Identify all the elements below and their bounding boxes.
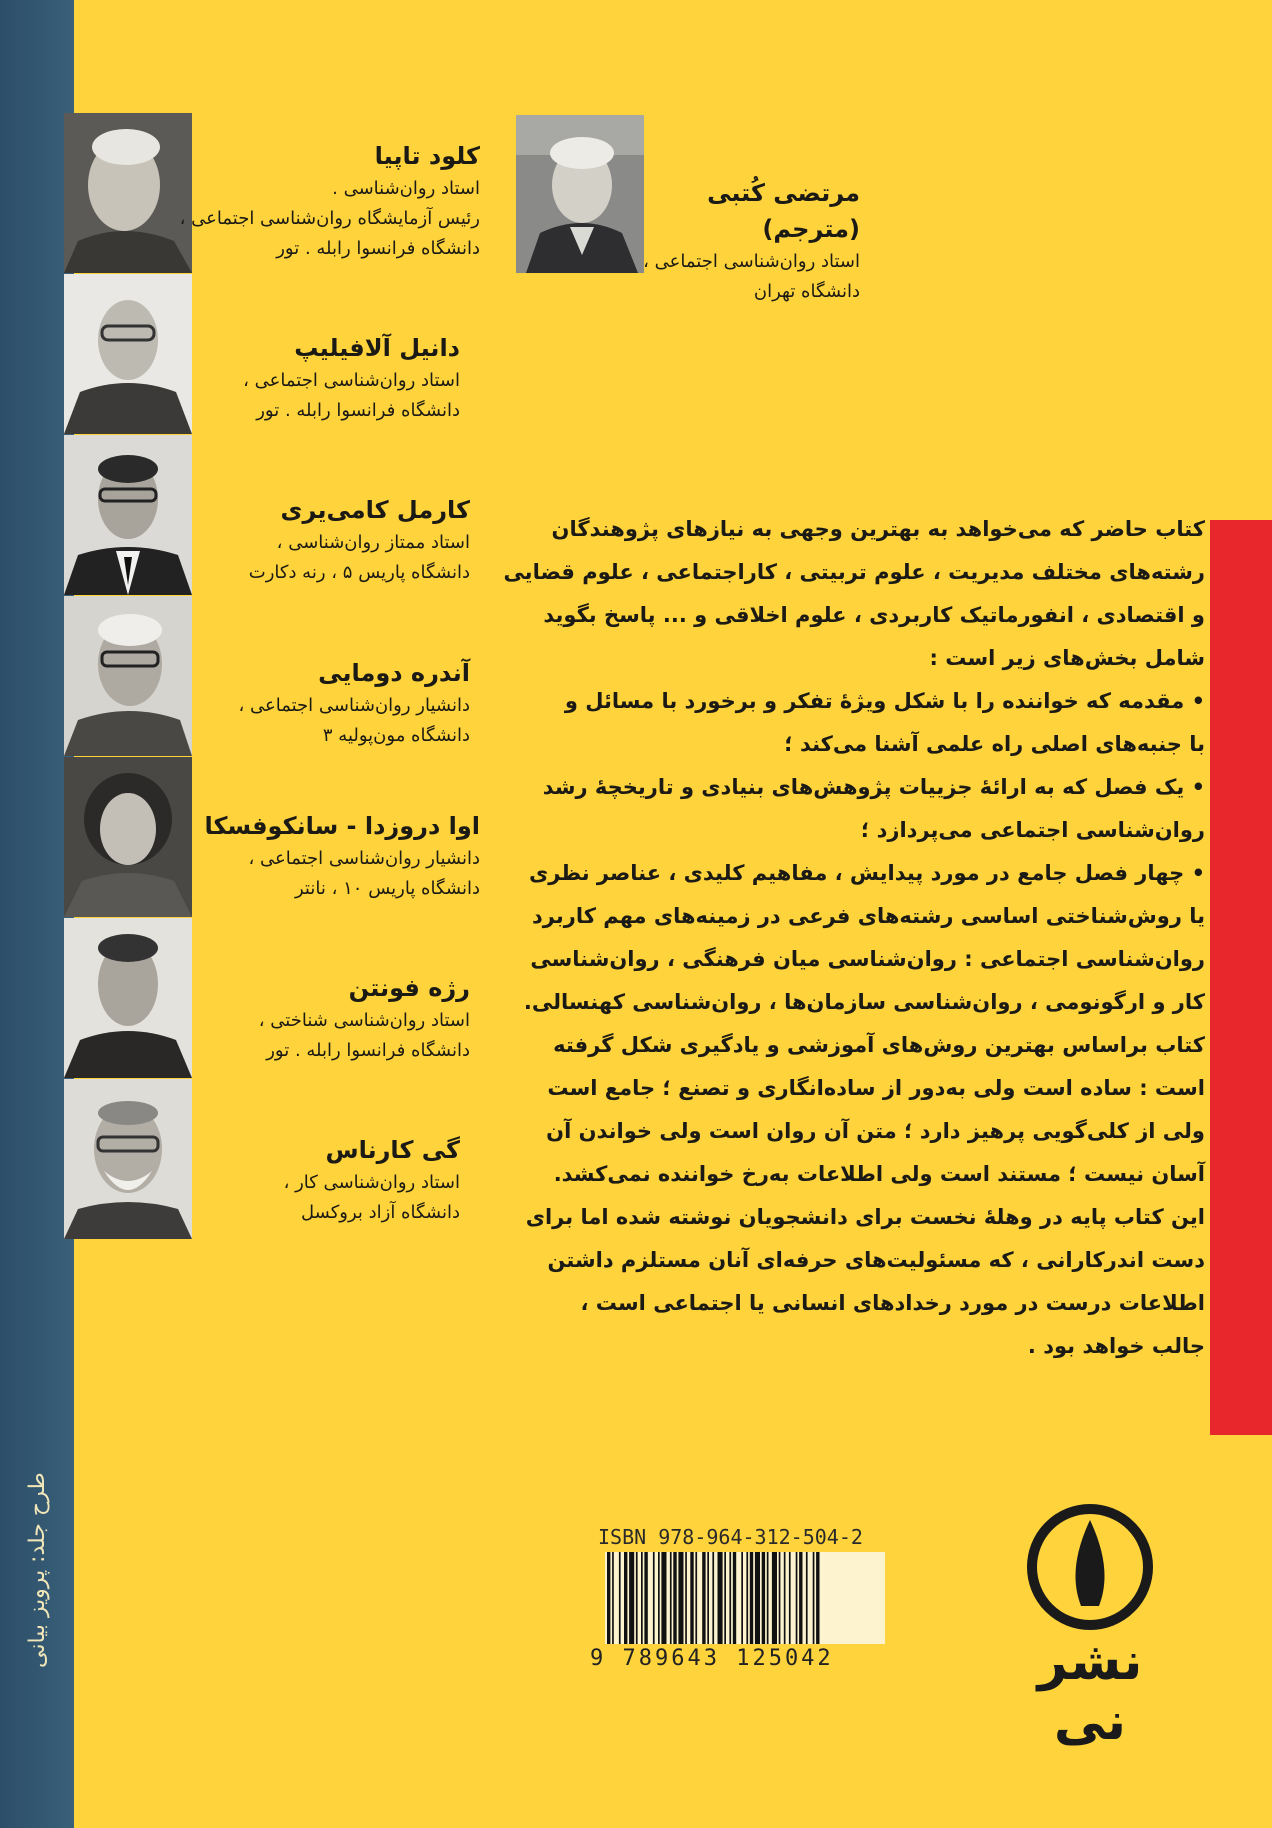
barcode-bar — [607, 1552, 610, 1644]
publisher-name: نشر نی — [1037, 1632, 1143, 1752]
barcode-bar — [718, 1552, 723, 1644]
description-line: • مقدمه که خواننده را با شکل ویژهٔ تفکر و برخورد با مسائل و — [564, 689, 1205, 713]
barcode-bar — [784, 1552, 786, 1644]
barcode-bar — [619, 1552, 621, 1644]
barcode-bar — [767, 1552, 769, 1644]
spine — [0, 0, 74, 1828]
author-line: استاد روان‌شناسی . — [332, 178, 480, 199]
translator-caption — [643, 175, 860, 307]
author-line: دانشگاه مون‌پولیه ۳ — [322, 725, 470, 746]
author-line: دانشگاه آزاد بروکسل — [301, 1202, 460, 1223]
description-line: دست اندرکارانی ، که مسئولیت‌های حرفه‌ای آنان مستلزم داشتن — [547, 1248, 1205, 1272]
barcode-bar — [707, 1552, 709, 1644]
author-caption — [200, 1132, 460, 1228]
author-caption — [200, 655, 470, 751]
author-photo — [64, 274, 192, 434]
barcode-bar — [755, 1552, 760, 1644]
barcode-bar — [741, 1552, 743, 1644]
barcode-bar — [702, 1552, 705, 1644]
description-line: روان‌شناسی اجتماعی می‌پردازد ؛ — [860, 818, 1205, 842]
barcode-bar — [644, 1552, 647, 1644]
description-line: ولی از کلی‌گویی پرهیز دارد ؛ متن آن روان است ولی خواندن آن — [546, 1119, 1205, 1143]
spine-credit: طرح جلد: پرویز بیانی — [25, 1472, 50, 1668]
description-line: شامل بخش‌های زیر است : — [929, 646, 1205, 670]
author-photo — [64, 435, 192, 595]
description-line: • چهار فصل جامع در مورد پیدایش ، مفاهیم کلیدی ، عناصر نظری — [528, 861, 1205, 885]
author-name: اوا دروزدا - سانکوفسکا — [204, 812, 480, 840]
description-line: کتاب براساس بهترین روش‌های آموزشی و یادگیری شکل گرفته — [553, 1033, 1205, 1057]
barcode-bar — [690, 1552, 693, 1644]
author-line: استاد ممتاز روان‌شناسی ، — [276, 532, 470, 553]
description-line: آسان نیست ؛ مستند است ولی اطلاعات به‌رخ خواننده نمی‌کشد. — [553, 1162, 1205, 1186]
translator-line: استاد روان‌شناسی اجتماعی ، — [643, 251, 860, 272]
author-name: گی کارناس — [325, 1136, 460, 1164]
author-name: کارمل کامی‌یری — [280, 496, 470, 524]
barcode-bar — [733, 1552, 736, 1644]
barcode-bar — [695, 1552, 697, 1644]
barcode-bar — [612, 1552, 614, 1644]
barcode-bar — [806, 1552, 808, 1644]
author-photo — [64, 113, 192, 273]
barcode-bar — [813, 1552, 815, 1644]
author-photo — [64, 757, 192, 917]
barcode-bar — [670, 1552, 672, 1644]
isbn-label: ISBN 978-964-312-504-2 — [598, 1525, 863, 1549]
author-line: دانشگاه پاریس ۱۰ ، نانتر — [295, 878, 480, 899]
author-photo — [64, 596, 192, 756]
barcode-bar — [661, 1552, 666, 1644]
description-line: رشته‌های مختلف مدیریت ، علوم تربیتی ، کاراجتماعی ، علوم قضایی — [503, 560, 1205, 584]
author-name: کلود تاپیا — [374, 142, 480, 170]
author-line: استاد روان‌شناسی کار ، — [283, 1172, 460, 1193]
barcode-bar — [624, 1552, 627, 1644]
description-line: این کتاب پایه در وهلهٔ نخست برای دانشجویان نوشته شده اما برای — [525, 1205, 1205, 1229]
barcode-bar — [789, 1552, 791, 1644]
author-photo — [64, 918, 192, 1078]
barcode-bar — [746, 1552, 748, 1644]
description-line: با جنبه‌های اصلی راه علمی آشنا می‌کند ؛ — [784, 732, 1205, 756]
publisher-logo-icon — [1025, 1502, 1155, 1632]
description-line: اطلاعات درست در مورد رخدادهای انسانی یا اجتماعی است ، — [580, 1291, 1205, 1315]
author-photo — [64, 1079, 192, 1239]
barcode-bar — [658, 1552, 660, 1644]
author-caption — [200, 330, 460, 426]
isbn-digits: 9 789643 125042 — [590, 1646, 834, 1671]
author-caption — [200, 970, 470, 1066]
author-name: دانیل آلافیلیپ — [294, 334, 460, 362]
description-line: روان‌شناسی اجتماعی : روان‌شناسی میان فرهنگی ، روان‌شناسی — [530, 947, 1205, 971]
barcode-bar — [799, 1552, 802, 1644]
barcode-bar — [636, 1552, 638, 1644]
translator-photo — [516, 115, 644, 273]
barcode-bar — [762, 1552, 765, 1644]
barcode-bar — [779, 1552, 781, 1644]
author-line: دانشگاه فرانسوا رابله . تور — [276, 238, 480, 259]
description-line: یا روش‌شناختی اساسی رشته‌های فرعی در زمینه‌های مهم کاربرد — [532, 904, 1205, 928]
author-line: رئیس آزمایشگاه روان‌شناسی اجتماعی ، — [179, 208, 480, 229]
author-caption — [200, 492, 470, 588]
author-caption — [179, 138, 480, 264]
description-line: و اقتصادی ، انفورماتیک کاربردی ، علوم اخلاقی و ... پاسخ بگوید — [543, 603, 1205, 627]
barcode-bar — [816, 1552, 819, 1644]
barcode-bar — [685, 1552, 687, 1644]
barcode-bar — [729, 1552, 731, 1644]
book-description — [503, 508, 1205, 1368]
barcode-bar — [653, 1552, 655, 1644]
barcode-bar — [629, 1552, 634, 1644]
description-line: کار و ارگونومی ، روان‌شناسی سازمان‌ها ، روان‌شناسی کهنسالی. — [523, 990, 1205, 1014]
author-caption — [200, 808, 480, 904]
description-line: جالب خواهد بود . — [1027, 1334, 1205, 1358]
barcode-bar — [712, 1552, 714, 1644]
author-name: رژه فونتن — [348, 974, 470, 1002]
barcode — [605, 1552, 885, 1644]
barcode-bar — [724, 1552, 726, 1644]
barcode-bar — [678, 1552, 683, 1644]
author-line: دانشگاه فرانسوا رابله . تور — [266, 1040, 470, 1061]
description-line: • یک فصل که به ارائهٔ جزییات پژوهش‌های بنیادی و تاریخچهٔ رشد — [542, 775, 1205, 799]
accent-strip — [1210, 520, 1272, 1435]
author-line: استاد روان‌شناسی اجتماعی ، — [243, 370, 460, 391]
barcode-bar — [772, 1552, 777, 1644]
translator-name: مرتضی کُتبی (مترجم) — [707, 179, 860, 243]
author-name: آندره دومایی — [318, 659, 470, 687]
barcode-bar — [641, 1552, 643, 1644]
barcode-bar — [796, 1552, 798, 1644]
translator-line: دانشگاه تهران — [753, 281, 860, 302]
author-line: دانشگاه پاریس ۵ ، رنه دکارت — [248, 562, 470, 583]
author-line: دانشیار روان‌شناسی اجتماعی ، — [248, 848, 480, 869]
barcode-bar — [673, 1552, 676, 1644]
barcode-bar — [750, 1552, 753, 1644]
author-line: استاد روان‌شناسی شناختی ، — [258, 1010, 470, 1031]
author-line: دانشگاه فرانسوا رابله . تور — [256, 400, 460, 421]
author-line: دانشیار روان‌شناسی اجتماعی ، — [238, 695, 470, 716]
description-line: کتاب حاضر که می‌خواهد به بهترین وجهی به نیازهای پژوهندگان — [551, 517, 1205, 541]
description-line: است : ساده است ولی به‌دور از ساده‌انگاری و تصنع ؛ جامع است — [547, 1076, 1205, 1100]
